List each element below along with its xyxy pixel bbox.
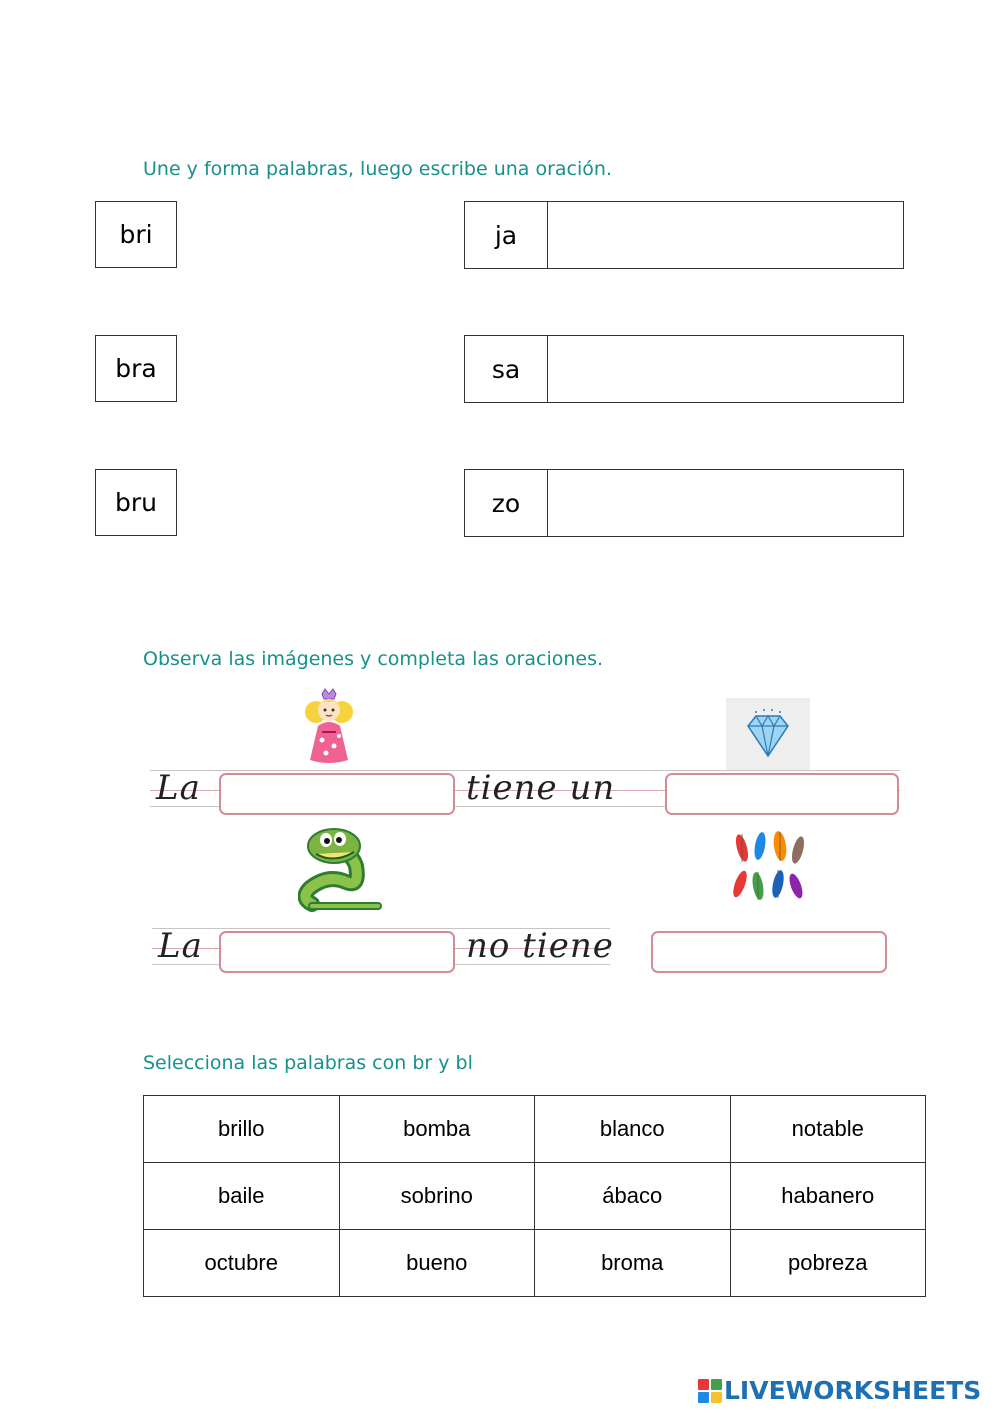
feathers-image	[728, 828, 814, 908]
liveworksheets-logo-icon	[698, 1379, 722, 1403]
sentence1-input-2[interactable]	[667, 775, 897, 813]
word-cell[interactable]: blanco	[535, 1096, 731, 1163]
table-row	[144, 1096, 926, 1163]
brand-name: LIVEWORKSHEETS	[724, 1376, 982, 1405]
sentence2-blank-1[interactable]	[219, 931, 455, 973]
sentence-input-3[interactable]	[548, 470, 903, 536]
word-cell[interactable]: octubre	[144, 1230, 340, 1297]
word-cell[interactable]: pobreza	[730, 1230, 926, 1297]
syllable-box-bru[interactable]: bru	[95, 469, 177, 536]
word-cell[interactable]: broma	[535, 1230, 731, 1297]
sentence1-blank-1[interactable]	[219, 773, 455, 815]
syllable-box-ja[interactable]: ja	[465, 202, 548, 268]
diamond-image-frame	[726, 698, 810, 770]
sentence-input-2[interactable]	[548, 336, 903, 402]
instruction-select-words: Selecciona las palabras con br y bl	[143, 1052, 473, 1074]
sentence2-blank-2[interactable]	[651, 931, 887, 973]
sentence2-word-la: La	[158, 926, 203, 966]
syllable-box-bri[interactable]: bri	[95, 201, 177, 268]
snake-image	[298, 826, 388, 912]
word-cell[interactable]: baile	[144, 1163, 340, 1230]
word-cell[interactable]: ábaco	[535, 1163, 731, 1230]
word-cell[interactable]: notable	[730, 1096, 926, 1163]
answer-row-ja	[464, 201, 904, 269]
word-cell[interactable]: brillo	[144, 1096, 340, 1163]
sentence1-word-la: La	[156, 768, 201, 808]
sentence2-input-2[interactable]	[653, 933, 885, 971]
sentence2-words-no-tiene: no tiene	[466, 926, 614, 966]
answer-row-zo	[464, 469, 904, 537]
instruction-match-syllables: Une y forma palabras, luego escribe una oración.	[143, 158, 612, 180]
word-selection-table	[143, 1095, 926, 1297]
liveworksheets-brand[interactable]	[698, 1376, 981, 1405]
princess-image	[296, 688, 362, 764]
syllable-box-bra[interactable]: bra	[95, 335, 177, 402]
sentence2-input-1[interactable]	[221, 933, 453, 971]
word-cell[interactable]: bomba	[339, 1096, 535, 1163]
sentence1-input-1[interactable]	[221, 775, 453, 813]
table-row	[144, 1230, 926, 1297]
sentence1-blank-2[interactable]	[665, 773, 899, 815]
word-cell[interactable]: habanero	[730, 1163, 926, 1230]
answer-row-sa	[464, 335, 904, 403]
word-cell[interactable]: bueno	[339, 1230, 535, 1297]
table-row	[144, 1163, 926, 1230]
diamond-icon	[726, 698, 810, 770]
sentence-input-1[interactable]	[548, 202, 903, 268]
sentence1-words-tiene-un: tiene un	[466, 768, 616, 808]
syllable-box-zo[interactable]: zo	[465, 470, 548, 536]
syllable-box-sa[interactable]: sa	[465, 336, 548, 402]
word-cell[interactable]: sobrino	[339, 1163, 535, 1230]
instruction-complete-sentences: Observa las imágenes y completa las oraciones.	[143, 648, 604, 670]
